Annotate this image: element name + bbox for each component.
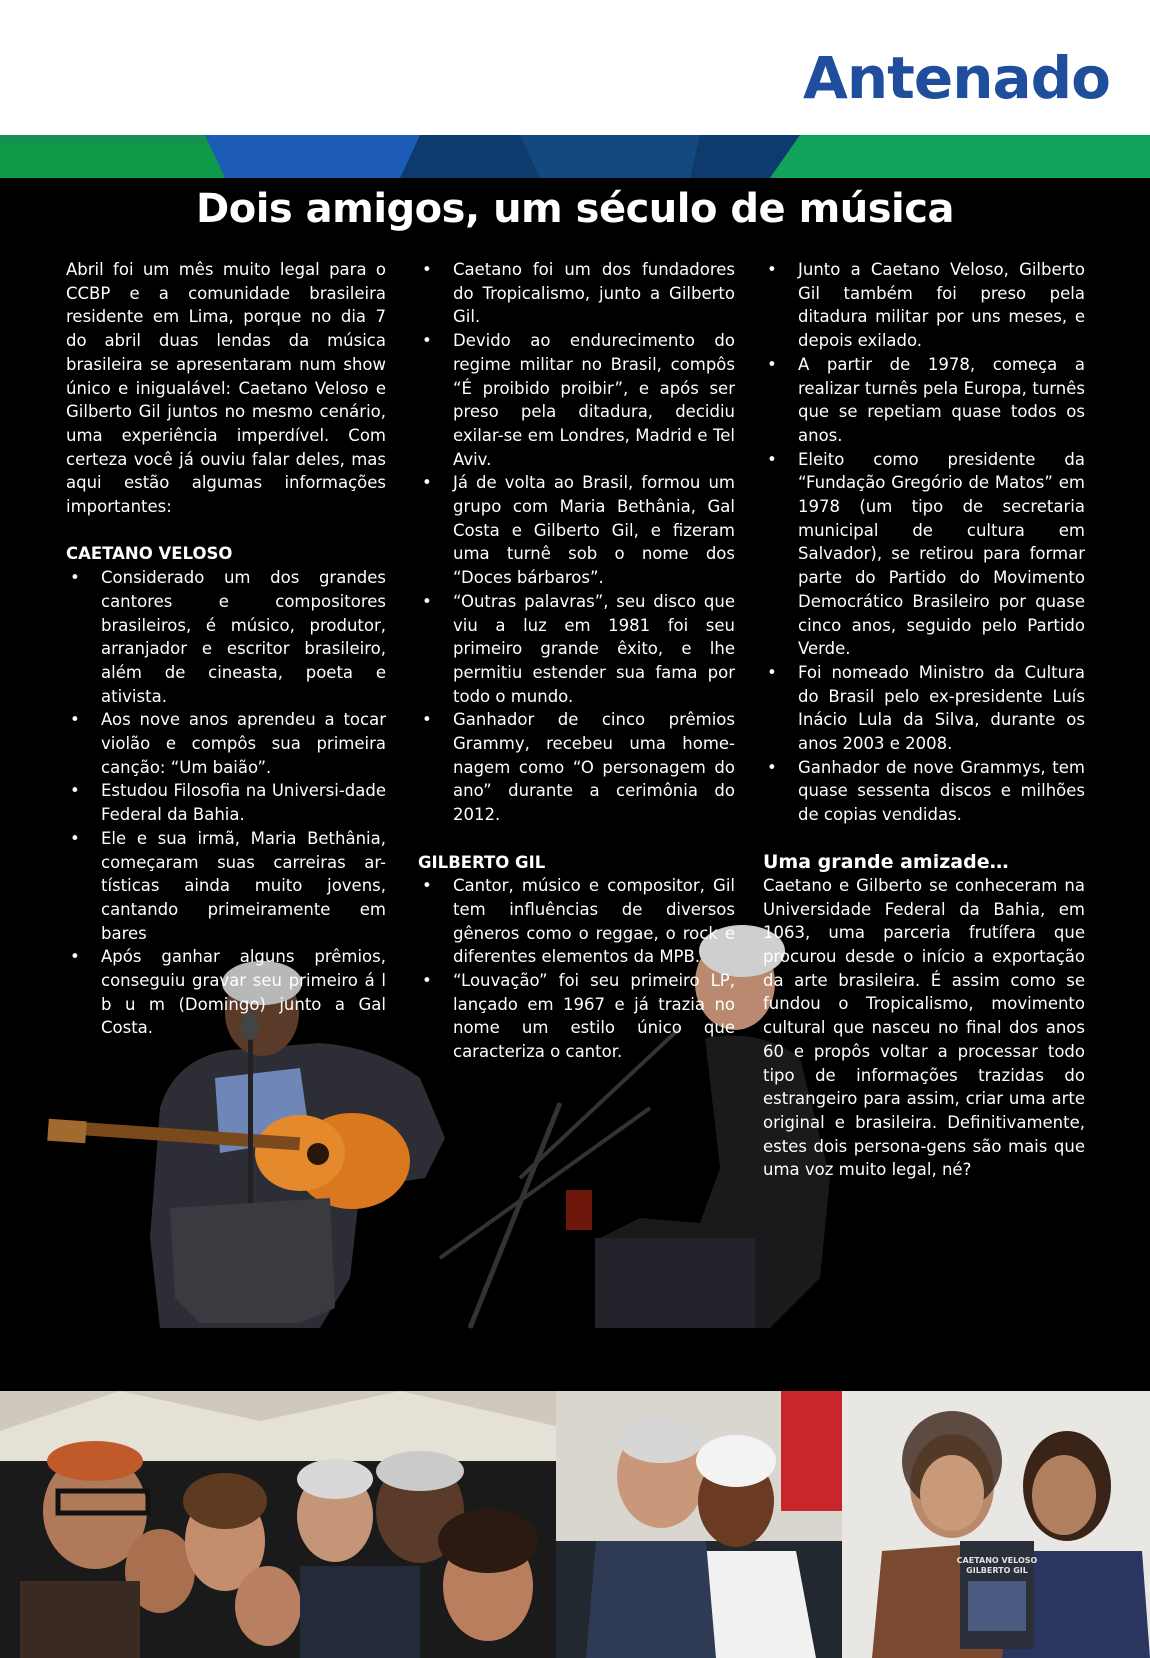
column-3 — [763, 258, 1085, 1182]
book-line-2: GILBERTO GIL — [966, 1566, 1028, 1575]
column-1 — [66, 258, 386, 1040]
list-item: • Após ganhar alguns prêmios, conseguiu gravar seu primeiro á l b u m (Domingo) junto a Gal Costa. — [66, 945, 386, 1040]
list-item: • Já de volta ao Brasil, formou um grupo com Maria Bethânia, Gal Costa e Gilberto Gil, e fizeram uma turnê sob o nome dos “Doces bárbaros”. — [418, 471, 735, 590]
fans-book-graphic — [842, 1391, 1150, 1658]
group-photo-graphic — [0, 1391, 556, 1658]
book-line-1: CAETANO VELOSO — [956, 1556, 1038, 1565]
article-title: Dois amigos, um século de música — [196, 186, 954, 232]
list-item: • Aos nove anos aprendeu a tocar violão e compôs sua primeira canção: “Um baião”. — [66, 708, 386, 779]
list-item: • Eleito como presidente da “Fundação Gregório de Matos” em 1978 (um tipo de secretaria municipal de cultura em Salvador), se retirou para formar parte do Partido do Movimento Democrático Brasileiro por quase cinco anos, seguido pelo Partido Verde. — [763, 448, 1085, 661]
list-item: • Devido ao endurecimento do regime militar no Brasil, compôs “É proibido proibir”, e após ser preso pela ditadura, decidiu exilar-se em Londres, Madrid e Tel Aviv. — [418, 329, 735, 471]
list-item: • “Louvação” foi seu primeiro LP, lançado em 1967 e já trazia no nome um estilo único que caracteriza o cantor. — [418, 969, 735, 1064]
list-item: • “Outras palavras”, seu disco que viu a luz em 1981 foi seu primeiro grande êxito, e lhe permitiu estender sua fama por todo o mundo. — [418, 590, 735, 709]
brand-logo: Antenado — [802, 44, 1110, 112]
column-2 — [418, 258, 735, 1064]
gilberto-heading: GILBERTO GIL — [418, 852, 546, 872]
caetano-list-continued — [418, 258, 735, 827]
gilberto-list — [418, 874, 735, 1064]
caetano-list — [66, 566, 386, 1040]
list-item: • Ganhador de cinco prêmios Grammy, recebeu uma home-nagem como “O personagem do ano” durante a cerimônia do 2012. — [418, 708, 735, 827]
friendship-heading: Uma grande amizade… — [763, 850, 1009, 873]
list-item: • Cantor, músico e compositor, Gil tem influências de diversos gêneros como o reggae, o rock e diferentes elementos da MPB. — [418, 874, 735, 969]
intro-paragraph: Abril foi um mês muito legal para o CCBP e a comunidade brasileira residente em Lima, porque no dia 7 do abril duas lendas da música brasileira se apresentaram num show único e inigualável: Caetano Veloso e Gilberto Gil juntos no mesmo cenário, uma experiência imperdível. Com certeza você já ouviu falar deles, mas aqui estão algumas informações importantes: — [66, 260, 386, 517]
list-item: • Junto a Caetano Veloso, Gilberto Gil também foi preso pela ditadura militar por uns meses, e depois exilado. — [763, 258, 1085, 353]
photo-strip — [0, 1391, 1150, 1658]
page-header — [0, 0, 1150, 135]
stripe-graphic — [0, 135, 1150, 178]
friendship-paragraph: Caetano e Gilberto se conheceram na Universidade Federal da Bahia, em 1063, uma parceria frutífera que procurou desde o início a exportação da arte brasileira. É assim como se fundou o Tropicalismo, movimento cultural que nasceu no final dos anos 60 e propôs voltar a processar todo tipo de informações trazidas do estrangeiro para assim, criar uma arte original e brasileira. Definitivamente, estes dois persona-gens são mais que uma voz muito legal, né? — [763, 875, 1085, 1180]
caetano-heading: CAETANO VELOSO — [66, 544, 233, 564]
list-item: • Considerado um dos grandes cantores e compositores brasileiros, é músico, produtor, arranjador e escritor brasileiro, além de cineasta, poeta e ativista. — [66, 566, 386, 708]
list-item: • Estudou Filosofia na Universi-dade Federal da Bahia. — [66, 779, 386, 826]
list-item: • A partir de 1978, começa a realizar turnês pela Europa, turnês que se repetiam quase todos os anos. — [763, 353, 1085, 448]
caetano-fan-graphic — [556, 1391, 842, 1658]
color-stripe — [0, 135, 1150, 178]
gilberto-list-continued — [763, 258, 1085, 827]
article-section — [0, 178, 1150, 1391]
list-item: • Ele e sua irmã, Maria Bethânia, começaram suas carreiras ar-tísticas ainda muito jovens, cantando primeiramente em bares — [66, 827, 386, 946]
list-item: • Foi nomeado Ministro da Cultura do Brasil pelo ex-presidente Luís Inácio Lula da Silva, durante os anos 2003 e 2008. — [763, 661, 1085, 756]
fans-with-book-photo — [842, 1391, 1150, 1658]
group-photo — [0, 1391, 556, 1658]
list-item: • Ganhador de nove Grammys, tem quase sessenta discos e milhões de copias vendidas. — [763, 756, 1085, 827]
list-item: • Caetano foi um dos fundadores do Tropicalismo, junto a Gilberto Gil. — [418, 258, 735, 329]
caetano-with-fan-photo — [556, 1391, 842, 1658]
